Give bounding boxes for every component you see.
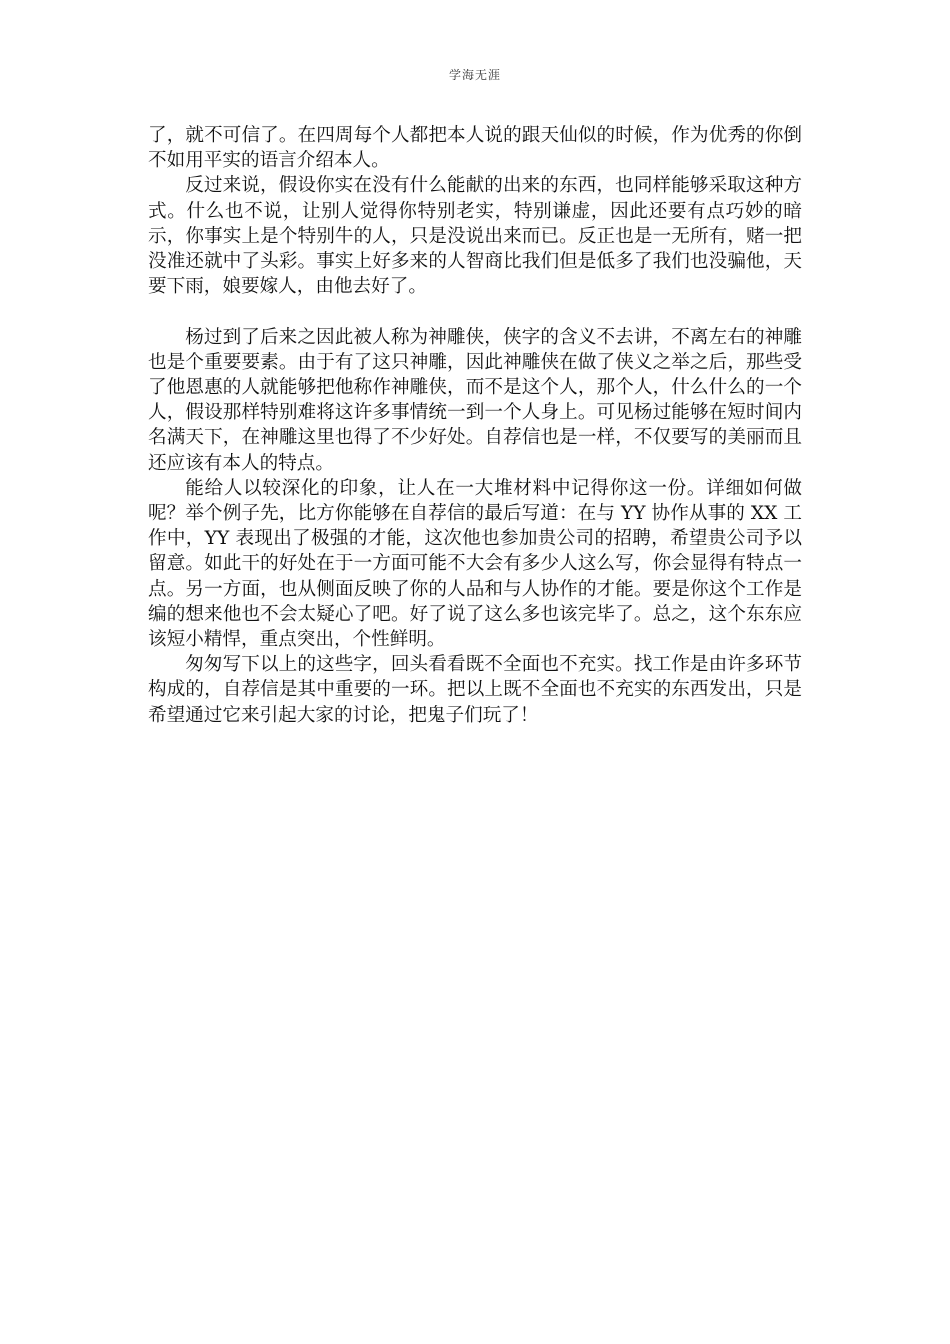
paragraph-continuation: 了，就不可信了。在四周每个人都把本人说的跟天仙似的时候，作为优秀的你倒不如用平实的语言介绍本人。 [148, 125, 802, 172]
paragraph: 杨过到了后来之因此被人称为神雕侠，侠字的含义不去讲，不离左右的神雕也是个重要要素。由于有了这只神雕，因此神雕侠在做了侠义之举之后，那些受了他恩惠的人就能够把他称作神雕侠，而不是这个人，那个人，什么什么的一个人，假设那样特别难将这许多事情统一到一个人身上。可见杨过能够在短时间内名满天下，在神雕这里也得了不少好处。自荐信也是一样，不仅要写的美丽而且还应该有本人的特点。 [148, 326, 802, 474]
paragraph: 匆匆写下以上的这些字，回头看看既不全面也不充实。找工作是由许多环节构成的，自荐信是其中重要的一环。把以上既不全面也不充实的东西发出，只是希望通过它来引起大家的讨论，把鬼子们玩了！ [148, 654, 802, 726]
paragraph-gap [148, 299, 802, 324]
running-header: 学海无涯 [448, 68, 501, 82]
paragraph: 能给人以较深化的印象，让人在一大堆材料中记得你这一份。详细如何做呢？举个例子先，比方你能够在自荐信的最后写道：在与 YY 协作从事的 XX 工作中，YY 表现出了极强的才能，这次他也参加贵公司的招聘，希望贵公司予以留意。如此干的好处在于一方面可能不大会有多少人这么写，你会显得有特点一点。另一方面，也从侧面反映了你的人品和与人协作的才能。要是你这个工作是编的想来他也不会太疑心了吧。好了说了这么多也该完毕了。总之，这个东东应该短小精悍，重点突出，个性鲜明。 [148, 477, 802, 651]
paragraph: 反过来说，假设你实在没有什么能献的出来的东西，也同样能够采取这种方式。什么也不说，让别人觉得你特别老实，特别谦虚，因此还要有点巧妙的暗示，你事实上是个特别牛的人，只是没说出来而已。反正也是一无所有，赌一把没准还就中了头彩。事实上好多来的人智商比我们但是低多了我们也没骗他，天要下雨，娘要嫁人，由他去好了。 [148, 175, 802, 298]
body-text [148, 123, 802, 728]
